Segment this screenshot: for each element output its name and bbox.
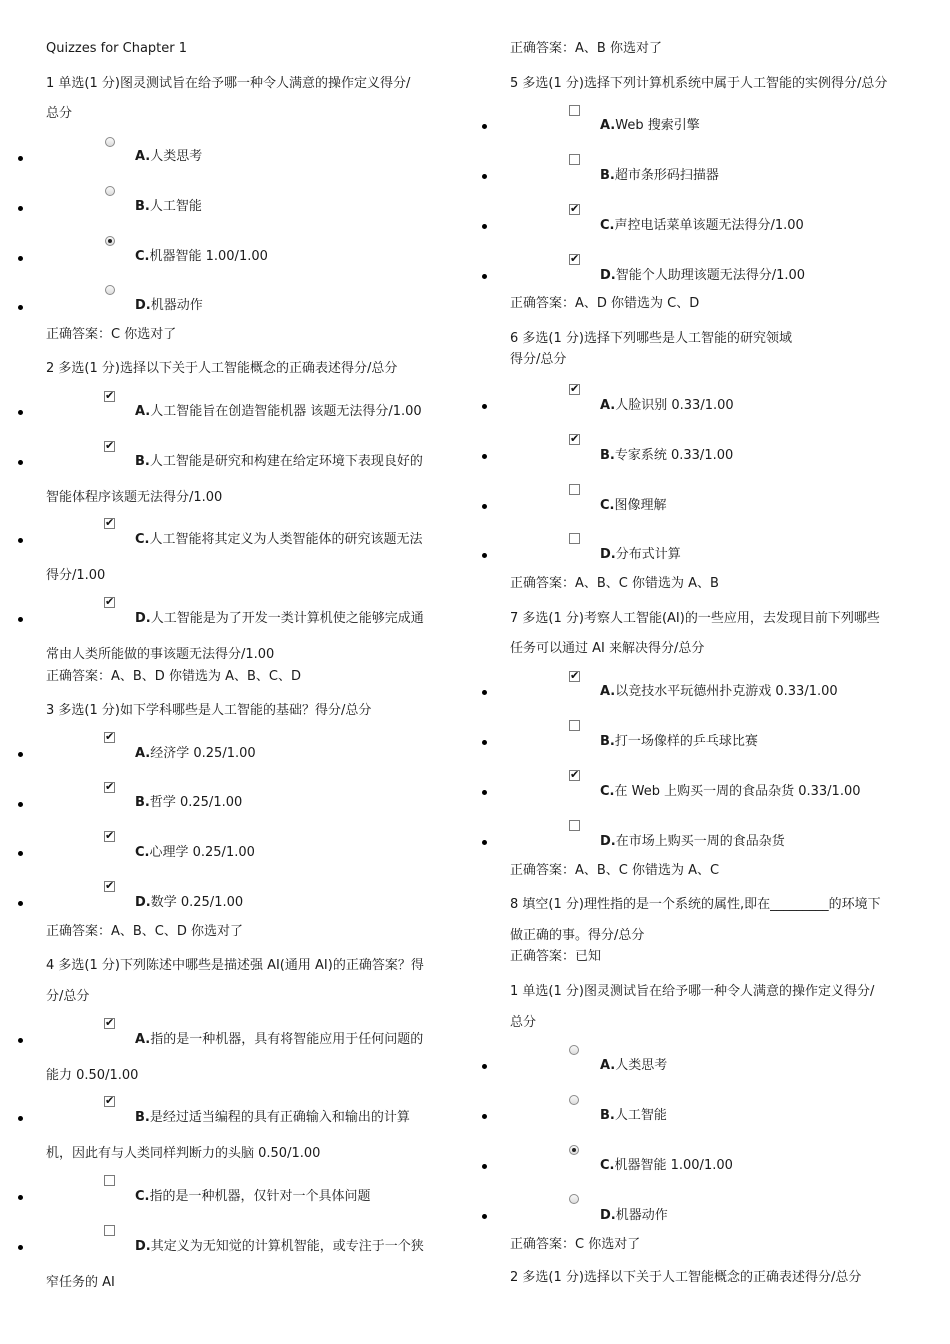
radio-option-c-selected[interactable] [105,236,115,246]
bullet-icon [482,454,487,459]
option-c: C.声控电话菜单该题无法得分/1.00 [600,218,804,233]
bullet-icon [482,124,487,129]
option-b-cont: 机，因此有与人类同样判断力的头脑 0.50/1.00 [46,1146,321,1161]
checkbox-option-d-checked[interactable] [104,881,115,892]
bullet-icon [482,1114,487,1119]
option-a: A.人脸识别 0.33/1.00 [600,398,734,413]
question-stem: 6 多选(1 分)选择下列哪些是人工智能的研究领域 [510,331,792,346]
option-b: B.超市条形码扫描器 [600,168,719,183]
radio-option-c-selected[interactable] [569,1145,579,1155]
option-d: D.在市场上购买一周的食品杂货 [600,834,785,849]
bullet-icon [482,690,487,695]
correct-answer: 正确答案：已知 [510,949,602,964]
option-b: B.打一场像样的乒乓球比赛 [600,734,758,749]
question-stem-cont: 总分 [510,1015,537,1030]
option-c: C.图像理解 [600,498,667,513]
bullet-icon [482,840,487,845]
checkbox-option-c-checked[interactable] [569,204,580,215]
question-stem: 7 多选(1 分)考察人工智能(AI)的一些应用，去发现目前下列哪些 [510,611,880,626]
option-b: B.是经过适当编程的具有正确输入和输出的计算 [135,1110,410,1125]
bullet-icon [482,404,487,409]
bullet-icon [18,305,23,310]
option-b: B.人工智能 [135,199,202,214]
bullet-icon [482,274,487,279]
bullet-icon [482,504,487,509]
question-stem: 2 多选(1 分)选择以下关于人工智能概念的正确表述得分/总分 [510,1270,862,1285]
checkbox-option-b-checked[interactable] [104,782,115,793]
option-c-cont: 得分/1.00 [46,568,106,583]
option-b: B.哲学 0.25/1.00 [135,795,243,810]
bullet-icon [18,538,23,543]
option-d: D.分布式计算 [600,547,681,562]
page-title: Quizzes for Chapter 1 [46,41,188,56]
bullet-icon [18,206,23,211]
option-a: A.指的是一种机器，具有将智能应用于任何问题的 [135,1032,424,1047]
option-c: C.机器智能 1.00/1.00 [135,249,268,264]
question-stem-cont: 分/总分 [46,989,90,1004]
question-stem: 1 单选(1 分)图灵测试旨在给予哪一种令人满意的操作定义得分/ [46,76,411,91]
checkbox-option-c[interactable] [569,484,580,495]
bullet-icon [18,1038,23,1043]
question-stem-cont: 做正确的事。得分/总分 [510,928,645,943]
bullet-icon [482,1214,487,1219]
option-d-cont: 常由人类所能做的事该题无法得分/1.00 [46,647,275,662]
bullet-icon [18,752,23,757]
bullet-icon [482,1064,487,1069]
bullet-icon [18,1245,23,1250]
checkbox-option-d[interactable] [569,533,580,544]
bullet-icon [482,740,487,745]
option-a: A.Web 搜索引擎 [600,118,700,133]
option-a-cont: 能力 0.50/1.00 [46,1068,139,1083]
correct-answer: 正确答案：C 你选对了 [46,327,177,342]
radio-option-d[interactable] [569,1194,579,1204]
option-c: C.在 Web 上购买一周的食品杂货 0.33/1.00 [600,784,861,799]
option-d: D.机器动作 [600,1208,668,1223]
checkbox-option-d[interactable] [104,1225,115,1236]
bullet-icon [18,617,23,622]
question-stem: 5 多选(1 分)选择下列计算机系统中属于人工智能的实例得分/总分 [510,76,888,91]
option-d: D.数学 0.25/1.00 [135,895,244,910]
option-b: B.专家系统 0.33/1.00 [600,448,734,463]
bullet-icon [18,156,23,161]
question-stem-cont: 任务可以通过 AI 来解决得分/总分 [510,641,705,656]
checkbox-option-b-checked[interactable] [104,1096,115,1107]
bullet-icon [18,802,23,807]
option-b: B.人工智能是研究和构建在给定环境下表现良好的 [135,454,423,469]
option-b: B.人工智能 [600,1108,667,1123]
correct-answer: 正确答案：A、B、D 你错选为 A、B、C、D [46,669,301,684]
option-a: A.人类思考 [600,1058,668,1073]
checkbox-option-a-checked[interactable] [569,384,580,395]
question-stem: 3 多选(1 分)如下学科哪些是人工智能的基础？得分/总分 [46,703,372,718]
checkbox-option-a[interactable] [569,105,580,116]
correct-answer: 正确答案：A、B、C 你错选为 A、C [510,863,720,878]
option-d-cont: 窄任务的 AI [46,1275,115,1290]
option-c: C.人工智能将其定义为人类智能体的研究该题无法 [135,532,423,547]
checkbox-option-a-checked[interactable] [104,732,115,743]
checkbox-option-a-checked[interactable] [104,391,115,402]
question-stem: 8 填空(1 分)理性指的是一个系统的属性,即在_________的环境下 [510,897,881,912]
checkbox-option-d-checked[interactable] [569,254,580,265]
correct-answer: 正确答案：A、B 你选对了 [510,41,662,56]
question-stem-cont: 得分/总分 [510,352,567,367]
radio-option-a[interactable] [569,1045,579,1055]
radio-option-a[interactable] [105,137,115,147]
bullet-icon [18,460,23,465]
checkbox-option-c-checked[interactable] [104,518,115,529]
option-a: A.人工智能旨在创造智能机器 该题无法得分/1.00 [135,404,422,419]
checkbox-option-c[interactable] [104,1175,115,1186]
question-stem: 1 单选(1 分)图灵测试旨在给予哪一种令人满意的操作定义得分/ [510,984,875,999]
checkbox-option-b[interactable] [569,720,580,731]
option-a: A.人类思考 [135,149,203,164]
bullet-icon [18,1195,23,1200]
option-d: D.人工智能是为了开发一类计算机使之能够完成通 [135,611,424,626]
checkbox-option-c-checked[interactable] [104,831,115,842]
checkbox-option-a-checked[interactable] [569,671,580,682]
checkbox-option-b-checked[interactable] [104,441,115,452]
bullet-icon [18,410,23,415]
radio-option-d[interactable] [105,285,115,295]
correct-answer: 正确答案：C 你选对了 [510,1237,641,1252]
question-stem: 4 多选(1 分)下列陈述中哪些是描述强 AI(通用 AI)的正确答案？得 [46,958,424,973]
bullet-icon [482,1164,487,1169]
bullet-icon [18,851,23,856]
option-d: D.智能个人助理该题无法得分/1.00 [600,268,806,283]
question-stem: 2 多选(1 分)选择以下关于人工智能概念的正确表述得分/总分 [46,361,398,376]
checkbox-option-d[interactable] [569,820,580,831]
radio-option-b[interactable] [105,186,115,196]
correct-answer: 正确答案：A、B、C、D 你选对了 [46,924,244,939]
option-d: D.机器动作 [135,298,203,313]
bullet-icon [482,790,487,795]
radio-option-b[interactable] [569,1095,579,1105]
bullet-icon [18,901,23,906]
checkbox-option-a-checked[interactable] [104,1018,115,1029]
option-b-cont: 智能体程序该题无法得分/1.00 [46,490,223,505]
bullet-icon [18,256,23,261]
checkbox-option-d-checked[interactable] [104,597,115,608]
bullet-icon [18,1116,23,1121]
checkbox-option-b[interactable] [569,154,580,165]
option-d: D.其定义为无知觉的计算机智能，或专注于一个狭 [135,1239,424,1254]
bullet-icon [482,224,487,229]
checkbox-option-c-checked[interactable] [569,770,580,781]
question-stem-cont: 总分 [46,106,73,121]
option-c: C.指的是一种机器，仅针对一个具体问题 [135,1189,371,1204]
option-a: A.经济学 0.25/1.00 [135,746,256,761]
correct-answer: 正确答案：A、D 你错选为 C、D [510,296,700,311]
option-c: C.心理学 0.25/1.00 [135,845,255,860]
option-c: C.机器智能 1.00/1.00 [600,1158,733,1173]
correct-answer: 正确答案：A、B、C 你错选为 A、B [510,576,719,591]
bullet-icon [482,553,487,558]
option-a: A.以竞技水平玩德州扑克游戏 0.33/1.00 [600,684,838,699]
checkbox-option-b-checked[interactable] [569,434,580,445]
bullet-icon [482,174,487,179]
